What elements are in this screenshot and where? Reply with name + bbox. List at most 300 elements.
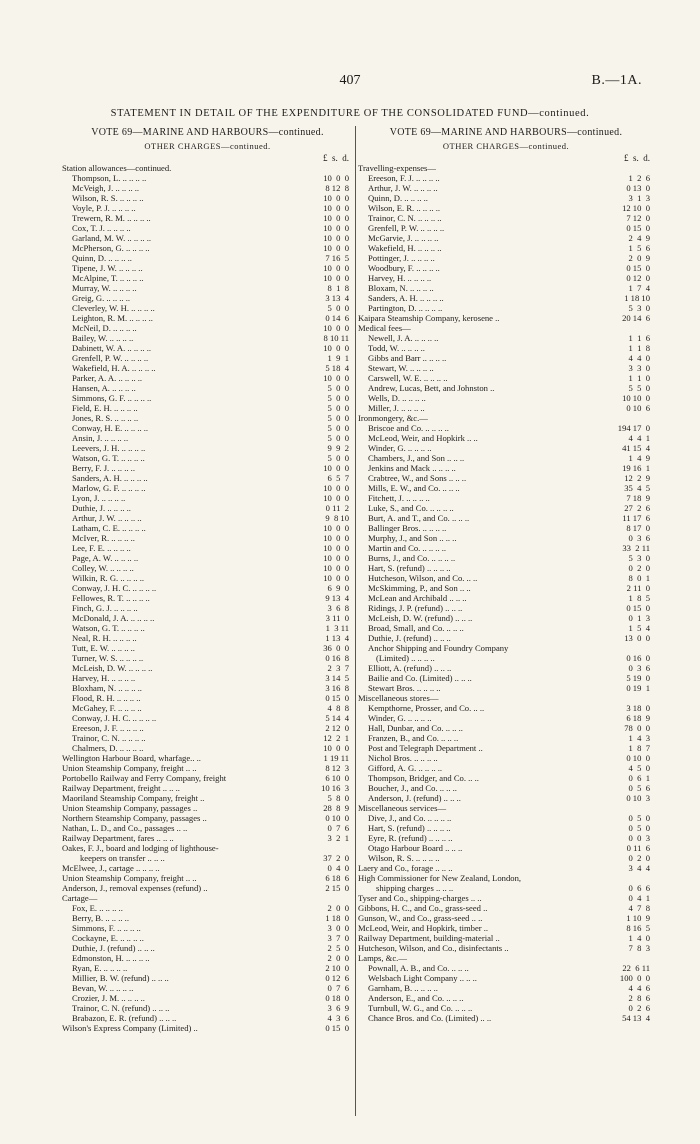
ledger-row bbox=[62, 543, 353, 553]
ledger-row bbox=[358, 373, 654, 383]
entry-amount bbox=[608, 873, 654, 883]
entry-amount: 3 14 5 bbox=[325, 673, 349, 683]
ledger-row bbox=[358, 773, 654, 783]
ledger-row bbox=[62, 393, 353, 403]
entry-amount: 8 16 5 bbox=[626, 923, 650, 933]
entry-amount: 2 12 0 bbox=[325, 723, 349, 733]
entry-label: Bailey, W. .. .. .. .. bbox=[72, 333, 134, 343]
entry-label: Kempthorne, Prosser, and Co. .. .. bbox=[368, 703, 485, 713]
entry-amount: 0 5 0 bbox=[628, 823, 650, 833]
entry-amount: 10 10 0 bbox=[622, 393, 650, 403]
entry-amount: 10 0 0 bbox=[323, 543, 349, 553]
entry-label: McLeod, Weir, and Hopkirk, timber .. bbox=[358, 923, 489, 933]
entry-label: Ridings, J. P. (refund) .. .. .. bbox=[368, 603, 463, 613]
entry-amount: 10 0 0 bbox=[323, 743, 349, 753]
entry-label: Railway Department, fares .. .. .. bbox=[62, 833, 174, 843]
entry-amount: 5 3 0 bbox=[628, 303, 650, 313]
entry-label: Conway, H. E. .. .. .. .. bbox=[72, 423, 149, 433]
ledger-row bbox=[62, 263, 353, 273]
entry-label: Crozier, J. M. .. .. .. .. bbox=[72, 993, 145, 1003]
entry-label: Fox, E. .. .. .. .. bbox=[72, 903, 123, 913]
entry-label: Gibbons, H. C., and Co., grass-seed .. bbox=[358, 903, 488, 913]
ledger-row bbox=[62, 513, 353, 523]
ledger-row bbox=[62, 333, 353, 343]
entry-label: Otago Harbour Board .. .. .. bbox=[368, 843, 463, 853]
entry-amount bbox=[608, 413, 654, 423]
entry-amount: 5 14 4 bbox=[325, 713, 349, 723]
entry-label: Hansen, A. .. .. .. .. bbox=[72, 383, 136, 393]
ledger-row bbox=[62, 673, 353, 683]
entry-label: Pownall, A. B., and Co. .. .. .. bbox=[368, 963, 469, 973]
ledger-row bbox=[62, 753, 353, 763]
entry-amount bbox=[307, 843, 353, 853]
entry-label: Winder, G. .. .. .. .. bbox=[368, 443, 432, 453]
entry-label: Thompson, L. .. .. .. .. bbox=[72, 173, 147, 183]
entry-amount: 41 15 4 bbox=[622, 443, 650, 453]
entry-label: Cleverley, W. H. .. .. .. .. bbox=[72, 303, 155, 313]
entry-label: Leevers, J. H. .. .. .. .. bbox=[72, 443, 146, 453]
entry-label: Wellington Harbour Board, wharfage.. .. bbox=[62, 753, 201, 763]
entry-amount: 1 4 3 bbox=[628, 733, 650, 743]
ledger-row bbox=[62, 593, 353, 603]
entry-label: Luke, S., and Co. .. .. .. .. bbox=[368, 503, 454, 513]
entry-label: Lyon, J. .. .. .. .. bbox=[72, 493, 126, 503]
ledger-row bbox=[358, 753, 654, 763]
ledger-row bbox=[62, 553, 353, 563]
entry-label: Jenkins and Mack .. .. .. .. bbox=[368, 463, 456, 473]
entry-amount: 1 19 11 bbox=[323, 753, 349, 763]
ledger-row bbox=[358, 263, 654, 273]
entry-amount: 0 16 8 bbox=[325, 653, 349, 663]
entry-amount: 4 4 0 bbox=[628, 353, 650, 363]
entry-amount: 2 3 7 bbox=[327, 663, 349, 673]
entry-amount: 0 11 6 bbox=[626, 843, 650, 853]
ledger-row bbox=[62, 563, 353, 573]
entry-amount bbox=[307, 893, 353, 903]
entry-amount: 7 16 5 bbox=[325, 253, 349, 263]
ledger-row bbox=[358, 183, 654, 193]
entry-label: Ansin, J. .. .. .. .. bbox=[72, 433, 129, 443]
ledger-row bbox=[62, 933, 353, 943]
entry-amount: 0 10 6 bbox=[626, 403, 650, 413]
entry-amount: 0 10 3 bbox=[626, 793, 650, 803]
ledger-row bbox=[358, 223, 654, 233]
ledger-row bbox=[358, 503, 654, 513]
entry-label: Duthie, J. (refund) .. .. .. bbox=[368, 633, 451, 643]
entry-amount: 10 0 0 bbox=[323, 523, 349, 533]
entry-label: Grenfell, P. W. .. .. .. .. bbox=[72, 353, 149, 363]
ledger-row bbox=[62, 723, 353, 733]
entry-label: McLeish, D. W. .. .. .. .. bbox=[72, 663, 153, 673]
entry-label: Chambers, J., and Son .. .. .. bbox=[368, 453, 465, 463]
ledger-row bbox=[62, 423, 353, 433]
entry-amount: 5 0 0 bbox=[327, 433, 349, 443]
ledger-row bbox=[62, 993, 353, 1003]
entry-label: Bailie and Co. (Limited) .. .. .. bbox=[368, 673, 472, 683]
entry-label: Railway Department, building-material .. bbox=[358, 933, 500, 943]
right-entries bbox=[358, 163, 654, 1023]
entry-amount: 13 0 0 bbox=[624, 633, 650, 643]
entry-label: Northern Steamship Company, passages .. bbox=[62, 813, 207, 823]
ledger-row bbox=[62, 523, 353, 533]
entry-amount: 3 11 0 bbox=[325, 613, 349, 623]
entry-label: Brabazon, E. R. (refund) .. .. .. bbox=[72, 1013, 177, 1023]
entry-label: Trainor, C. N. .. .. .. .. bbox=[368, 213, 442, 223]
ledger-row bbox=[358, 603, 654, 613]
ledger-row bbox=[358, 593, 654, 603]
ledger-row bbox=[358, 243, 654, 253]
entry-label: Fitchett, J. .. .. .. .. bbox=[368, 493, 430, 503]
entry-amount: 7 8 3 bbox=[628, 943, 650, 953]
ledger-row bbox=[358, 193, 654, 203]
entry-label: Edmonston, H. .. .. .. .. bbox=[72, 953, 150, 963]
entry-amount: 0 14 6 bbox=[325, 313, 349, 323]
entry-label: Anderson, J., removal expenses (refund) .. bbox=[62, 883, 208, 893]
entry-amount: 12 2 9 bbox=[624, 473, 650, 483]
entry-amount bbox=[307, 163, 353, 173]
ledger-row bbox=[358, 933, 654, 943]
entry-amount: 10 0 0 bbox=[323, 533, 349, 543]
ledger-row bbox=[358, 163, 654, 173]
entry-amount: 27 2 6 bbox=[624, 503, 650, 513]
entry-label: Tutt, E. W. .. .. .. .. bbox=[72, 643, 135, 653]
ledger-row bbox=[358, 383, 654, 393]
entry-label: Garnham, B. .. .. .. .. bbox=[368, 983, 438, 993]
entry-amount: 10 0 0 bbox=[323, 243, 349, 253]
ledger-row bbox=[358, 903, 654, 913]
entry-amount: 5 0 0 bbox=[327, 423, 349, 433]
entry-label: Duthie, J. (refund) .. .. .. bbox=[72, 943, 155, 953]
entry-label: High Commissioner for New Zealand, London, bbox=[358, 873, 522, 883]
ledger-row bbox=[62, 213, 353, 223]
entry-label: Trainor, C. N. (refund) .. .. .. bbox=[72, 1003, 170, 1013]
ledger-row bbox=[62, 903, 353, 913]
entry-label: McSkimming, P., and Son .. .. bbox=[368, 583, 471, 593]
entry-label: Wilkin, R. G. .. .. .. .. bbox=[72, 573, 144, 583]
ledger-row bbox=[62, 463, 353, 473]
document-reference: B.—1A. bbox=[591, 73, 642, 88]
ledger-row bbox=[358, 323, 654, 333]
ledger-row bbox=[62, 973, 353, 983]
entry-amount: 0 0 3 bbox=[628, 833, 650, 843]
entry-amount: 0 15 0 bbox=[325, 1023, 349, 1033]
entry-amount: 0 6 1 bbox=[628, 773, 650, 783]
ledger-row bbox=[62, 343, 353, 353]
ledger-row bbox=[62, 183, 353, 193]
ledger-row bbox=[62, 193, 353, 203]
ledger-row bbox=[358, 843, 654, 853]
entry-amount: 5 18 4 bbox=[325, 363, 349, 373]
entry-label: McGahey, F. .. .. .. .. bbox=[72, 703, 142, 713]
ledger-row bbox=[358, 1013, 654, 1023]
ledger-row bbox=[62, 363, 353, 373]
ledger-row bbox=[62, 163, 353, 173]
ledger-row bbox=[358, 613, 654, 623]
ledger-row bbox=[358, 303, 654, 313]
ledger-row bbox=[62, 683, 353, 693]
entry-amount: 9 9 2 bbox=[327, 443, 349, 453]
currency-label: £ s. d. bbox=[322, 153, 349, 163]
ledger-row bbox=[358, 483, 654, 493]
entry-amount bbox=[608, 803, 654, 813]
ledger-row bbox=[358, 803, 654, 813]
entry-label: Eyre, R. (refund) .. .. .. .. bbox=[368, 833, 453, 843]
entry-amount: 3 6 8 bbox=[327, 603, 349, 613]
entry-amount: 0 15 0 bbox=[626, 223, 650, 233]
entry-amount: 4 7 8 bbox=[628, 903, 650, 913]
ledger-row bbox=[62, 633, 353, 643]
entry-label: Nichol Bros. .. .. .. .. bbox=[368, 753, 438, 763]
entry-label: Union Steamship Company, freight .. .. bbox=[62, 763, 197, 773]
entry-label: Railway Department, freight .. .. .. bbox=[62, 783, 180, 793]
entry-label: Simmons, G. F. .. .. .. .. bbox=[72, 393, 152, 403]
entry-label: Anderson, J. (refund) .. .. .. bbox=[368, 793, 461, 803]
entry-amount: 3 18 0 bbox=[626, 703, 650, 713]
entry-label: Gibbs and Barr .. .. .. .. bbox=[368, 353, 447, 363]
entry-amount: 5 0 0 bbox=[327, 383, 349, 393]
ledger-row bbox=[358, 813, 654, 823]
entry-amount: 12 10 0 bbox=[622, 203, 650, 213]
entry-amount: 1 3 11 bbox=[325, 623, 349, 633]
entry-label: McDonald, J. A. .. .. .. .. bbox=[72, 613, 155, 623]
ledger-row bbox=[358, 213, 654, 223]
entry-amount: 0 19 1 bbox=[626, 683, 650, 693]
entry-label: Martin and Co. .. .. .. .. bbox=[368, 543, 447, 553]
entry-amount: 1 18 10 bbox=[624, 293, 650, 303]
entry-amount: 10 0 0 bbox=[323, 573, 349, 583]
ledger-row bbox=[62, 693, 353, 703]
entry-label: Thompson, Bridger, and Co. .. .. bbox=[368, 773, 479, 783]
entry-label: Miscellaneous services— bbox=[358, 803, 447, 813]
entry-amount: 0 4 0 bbox=[327, 863, 349, 873]
ledger-row bbox=[358, 893, 654, 903]
ledger-row bbox=[358, 403, 654, 413]
entry-amount: 0 18 0 bbox=[325, 993, 349, 1003]
entry-label: Bloxham, N. .. .. .. .. bbox=[72, 683, 142, 693]
ledger-row bbox=[358, 663, 654, 673]
entry-label: Murphy, J., and Son .. .. .. bbox=[368, 533, 457, 543]
ledger-row bbox=[62, 613, 353, 623]
entry-amount: 2 0 9 bbox=[628, 253, 650, 263]
ledger-row bbox=[358, 473, 654, 483]
ledger-row bbox=[358, 563, 654, 573]
entry-label: Jones, R. S. .. .. .. .. bbox=[72, 413, 139, 423]
entry-amount: 3 7 0 bbox=[327, 933, 349, 943]
entry-label: Newell, J. A. .. .. .. .. bbox=[368, 333, 439, 343]
ledger-row bbox=[62, 603, 353, 613]
entry-amount: 2 0 0 bbox=[327, 903, 349, 913]
entry-label: Kaipara Steamship Company, kerosene .. bbox=[358, 313, 500, 323]
entry-amount: 1 8 7 bbox=[628, 743, 650, 753]
entry-amount: 6 10 0 bbox=[325, 773, 349, 783]
entry-amount: 0 2 0 bbox=[628, 853, 650, 863]
ledger-row bbox=[358, 433, 654, 443]
entry-amount: 10 0 0 bbox=[323, 203, 349, 213]
ledger-row bbox=[358, 793, 654, 803]
ledger-row bbox=[62, 983, 353, 993]
entry-label: Dive, J., and Co. .. .. .. .. bbox=[368, 813, 452, 823]
entry-amount: 4 8 8 bbox=[327, 703, 349, 713]
entry-amount: 10 0 0 bbox=[323, 463, 349, 473]
entry-amount: 4 4 6 bbox=[628, 983, 650, 993]
ledger-row bbox=[62, 643, 353, 653]
ledger-row bbox=[62, 493, 353, 503]
entry-amount: 10 0 0 bbox=[323, 173, 349, 183]
other-charges-subheading: OTHER CHARGES—continued. bbox=[442, 141, 570, 151]
ledger-row bbox=[358, 283, 654, 293]
entry-label: Union Steamship Company, passages .. bbox=[62, 803, 198, 813]
left-column bbox=[62, 126, 353, 1033]
entry-label: Bloxam, N. .. .. .. .. bbox=[368, 283, 434, 293]
ledger-row bbox=[358, 923, 654, 933]
entry-label: Fellowes, R. T. .. .. .. .. bbox=[72, 593, 150, 603]
entry-label: Wilson, E. R. .. .. .. .. bbox=[368, 203, 440, 213]
entry-amount: 8 10 11 bbox=[323, 333, 349, 343]
entry-label: Duthie, J. .. .. .. .. bbox=[72, 503, 131, 513]
entry-label: Chance Bros. and Co. (Limited) .. .. bbox=[368, 1013, 492, 1023]
entry-amount: 194 17 0 bbox=[617, 423, 650, 433]
entry-amount: 5 0 0 bbox=[327, 413, 349, 423]
entry-label: Page, A. W. .. .. .. .. bbox=[72, 553, 139, 563]
ledger-row bbox=[358, 523, 654, 533]
entry-amount: 8 17 0 bbox=[626, 523, 650, 533]
entry-label: McPherson, G. .. .. .. .. bbox=[72, 243, 150, 253]
entry-label: Miscellaneous stores— bbox=[358, 693, 439, 703]
entry-amount: 10 0 0 bbox=[323, 193, 349, 203]
entry-amount: 7 18 9 bbox=[626, 493, 650, 503]
ledger-row bbox=[358, 453, 654, 463]
entry-label: (Limited) .. .. .. .. bbox=[376, 653, 435, 663]
ledger-row bbox=[62, 233, 353, 243]
ledger-row bbox=[358, 723, 654, 733]
entry-label: Gifford, A. G. .. .. .. .. bbox=[368, 763, 443, 773]
entry-label: Boucher, J., and Co. .. .. .. bbox=[368, 783, 457, 793]
entry-amount: 0 5 0 bbox=[628, 813, 650, 823]
page-number: 407 bbox=[339, 73, 361, 88]
entry-label: Partington, D. .. .. .. .. bbox=[368, 303, 443, 313]
entry-amount: 54 13 4 bbox=[622, 1013, 650, 1023]
entry-label: Watson, G. T. .. .. .. .. bbox=[72, 623, 145, 633]
ledger-row bbox=[62, 873, 353, 883]
ledger-row bbox=[358, 963, 654, 973]
entry-amount: 0 2 0 bbox=[628, 563, 650, 573]
ledger-row bbox=[62, 893, 353, 903]
ledger-row bbox=[358, 173, 654, 183]
ledger-row bbox=[62, 803, 353, 813]
entry-amount: 1 1 8 bbox=[628, 343, 650, 353]
entry-amount: 2 11 0 bbox=[626, 583, 650, 593]
entry-label: Lee, F. E. .. .. .. .. bbox=[72, 543, 131, 553]
ledger-row bbox=[358, 763, 654, 773]
ledger-row bbox=[62, 1023, 353, 1033]
ledger-row bbox=[358, 343, 654, 353]
ledger-row bbox=[62, 483, 353, 493]
ledger-row bbox=[358, 273, 654, 283]
ledger-row bbox=[62, 773, 353, 783]
entry-label: Greig, G. .. .. .. .. bbox=[72, 293, 130, 303]
entry-amount: 9 13 4 bbox=[325, 593, 349, 603]
entry-amount: 2 0 0 bbox=[327, 953, 349, 963]
ledger-row bbox=[358, 683, 654, 693]
entry-label: Dabinett, W. A. .. .. .. .. bbox=[72, 343, 152, 353]
ledger-row bbox=[358, 943, 654, 953]
ledger-row bbox=[358, 713, 654, 723]
ledger-row bbox=[358, 573, 654, 583]
entry-label: Flood, R. H. .. .. .. .. bbox=[72, 693, 141, 703]
entry-amount: 5 0 0 bbox=[327, 303, 349, 313]
entry-amount: 0 15 0 bbox=[325, 693, 349, 703]
entry-amount: 2 5 0 bbox=[327, 943, 349, 953]
ledger-row bbox=[62, 883, 353, 893]
entry-amount: 10 0 0 bbox=[323, 233, 349, 243]
entry-label: Pottinger, J. .. .. .. .. bbox=[368, 253, 435, 263]
entry-amount: 6 18 6 bbox=[325, 873, 349, 883]
ledger-row bbox=[358, 623, 654, 633]
entry-amount: 0 2 6 bbox=[628, 1003, 650, 1013]
entry-amount: 10 0 0 bbox=[323, 213, 349, 223]
ledger-row bbox=[62, 923, 353, 933]
entry-amount: 0 3 6 bbox=[628, 533, 650, 543]
ledger-row bbox=[358, 203, 654, 213]
entry-amount: 5 3 0 bbox=[628, 553, 650, 563]
entry-amount: 9 8 10 bbox=[325, 513, 349, 523]
entry-amount: 10 16 3 bbox=[321, 783, 349, 793]
ledger-row bbox=[62, 813, 353, 823]
ledger-row bbox=[62, 763, 353, 773]
entry-label: Cartage— bbox=[62, 893, 98, 903]
entry-amount: 0 15 0 bbox=[626, 603, 650, 613]
ledger-row bbox=[62, 323, 353, 333]
ledger-row bbox=[358, 413, 654, 423]
entry-amount: 10 0 0 bbox=[323, 563, 349, 573]
ledger-row bbox=[62, 913, 353, 923]
entry-amount: 12 2 1 bbox=[323, 733, 349, 743]
entry-label: Trewern, R. M. .. .. .. .. bbox=[72, 213, 151, 223]
entry-label: Quinn, D. .. .. .. .. bbox=[72, 253, 132, 263]
entry-label: Hart, S. (refund) .. .. .. .. bbox=[368, 823, 451, 833]
entry-label: Stewart, W. .. .. .. .. bbox=[368, 363, 434, 373]
ledger-row bbox=[62, 943, 353, 953]
entry-amount: 0 16 0 bbox=[626, 653, 650, 663]
entry-amount: 6 18 9 bbox=[626, 713, 650, 723]
entry-amount: 0 11 2 bbox=[325, 503, 349, 513]
ledger-row bbox=[62, 783, 353, 793]
entry-label: shipping charges .. .. .. bbox=[376, 883, 454, 893]
entry-label: Wells, D. .. .. .. .. bbox=[368, 393, 426, 403]
entry-label: Franzen, B., and Co. .. .. .. bbox=[368, 733, 459, 743]
other-charges-subheading: OTHER CHARGES—continued. bbox=[144, 141, 271, 151]
entry-amount: 10 0 0 bbox=[323, 553, 349, 563]
ledger-row bbox=[358, 863, 654, 873]
ledger-row bbox=[62, 443, 353, 453]
entry-amount: 37 2 0 bbox=[323, 853, 349, 863]
entry-amount: 0 12 6 bbox=[325, 973, 349, 983]
entry-label: Wakefield, H. A. .. .. .. .. bbox=[72, 363, 156, 373]
entry-label: McElwee, J., cartage .. .. .. .. bbox=[62, 863, 160, 873]
entry-label: McLeish, D. W. (refund) .. .. .. bbox=[368, 613, 473, 623]
ledger-row bbox=[358, 653, 654, 663]
entry-label: Grenfell, P. W. .. .. .. .. bbox=[368, 223, 445, 233]
entry-label: Field, E. H. .. .. .. .. bbox=[72, 403, 138, 413]
entry-label: McLean and Archibald .. .. .. bbox=[368, 593, 467, 603]
entry-amount: 5 0 0 bbox=[327, 403, 349, 413]
ledger-row bbox=[358, 993, 654, 1003]
ledger-row bbox=[62, 243, 353, 253]
entry-label: Anderson, E., and Co. .. .. .. bbox=[368, 993, 464, 1003]
ledger-row bbox=[62, 203, 353, 213]
entry-amount: 19 16 1 bbox=[622, 463, 650, 473]
ledger-row bbox=[62, 313, 353, 323]
